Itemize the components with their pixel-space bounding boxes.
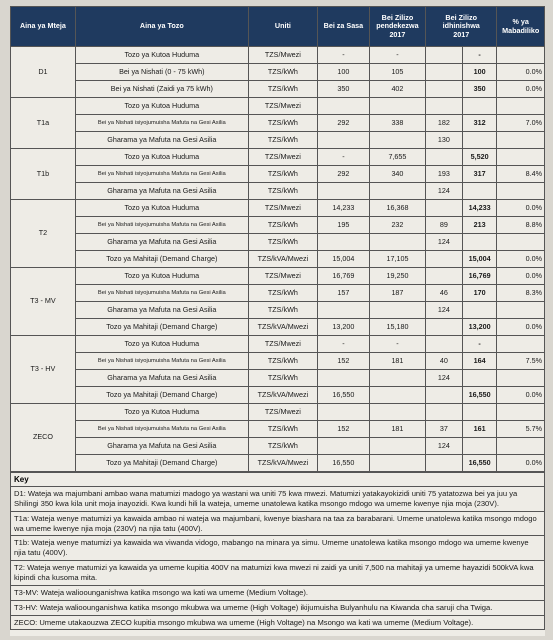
unit-cell: TZS/kWh (248, 132, 317, 149)
mabadiliko-cell: 0.0% (497, 319, 545, 336)
bei-pendekezwa-cell: 17,105 (369, 251, 425, 268)
bei-idhinishwa-total-cell: 213 (462, 217, 497, 234)
bei-idhinishwa-total-cell: 161 (462, 421, 497, 438)
bei-sasa-cell: 292 (317, 166, 369, 183)
tariff-row (11, 183, 545, 200)
mabadiliko-cell (497, 47, 545, 64)
bei-pendekezwa-cell (369, 438, 425, 455)
tariff-row (11, 47, 545, 64)
bei-idhinishwa-part-cell (426, 64, 463, 81)
category-cell: T3 - HV (11, 336, 76, 404)
tozo-cell: Gharama ya Mafuta na Gesi Asilia (75, 370, 248, 387)
bei-pendekezwa-cell: 15,180 (369, 319, 425, 336)
tariff-row (11, 302, 545, 319)
bei-idhinishwa-total-cell: 14,233 (462, 200, 497, 217)
tozo-cell: Tozo ya Mahitaji (Demand Charge) (75, 387, 248, 404)
key-item: T2: Wateja wenye matumizi ya kawaida ya umeme kupitia 400V na matumizi kwa mwezi ni zaidi ya uniti 7,500 na mahitaji ya umeme hayazidi 500kVA kwa kipindi cha kusoma mita. (11, 561, 544, 586)
bei-pendekezwa-cell (369, 404, 425, 421)
tozo-cell: Gharama ya Mafuta na Gesi Asilia (75, 183, 248, 200)
bei-pendekezwa-cell: 232 (369, 217, 425, 234)
bei-idhinishwa-total-cell (462, 98, 497, 115)
tariff-row (11, 438, 545, 455)
category-cell: T3 - MV (11, 268, 76, 336)
bei-sasa-cell (317, 183, 369, 200)
tozo-cell: Tozo ya Kutoa Huduma (75, 268, 248, 285)
unit-cell: TZS/kWh (248, 166, 317, 183)
bei-idhinishwa-total-cell (462, 132, 497, 149)
bei-pendekezwa-cell (369, 132, 425, 149)
bei-sasa-cell (317, 302, 369, 319)
mabadiliko-cell: 0.0% (497, 268, 545, 285)
key-item: D1: Wateja wa majumbani ambao wana matumizi madogo ya wastani wa uniti 75 kwa mwezi. Matumizi yatakayokizidi uniti 75 yatatozwa bei ya juu ya Shilingi 350 kwa kila unit moja inayozidi. Kwa kundi hili la wateja, umeme unatolewa katika msongo mdogo wa umeme kwenye njia moja (230V). (11, 487, 544, 512)
unit-cell: TZS/Mwezi (248, 268, 317, 285)
bei-pendekezwa-cell: 19,250 (369, 268, 425, 285)
bei-idhinishwa-part-cell (426, 319, 463, 336)
bei-idhinishwa-total-cell: 350 (462, 81, 497, 98)
bei-sasa-cell: - (317, 149, 369, 166)
tozo-cell: Tozo ya Kutoa Huduma (75, 200, 248, 217)
unit-cell: TZS/kWh (248, 234, 317, 251)
bei-pendekezwa-cell (369, 234, 425, 251)
bei-idhinishwa-total-cell: 164 (462, 353, 497, 370)
mabadiliko-cell: 8.4% (497, 166, 545, 183)
bei-idhinishwa-total-cell: - (462, 47, 497, 64)
unit-cell: TZS/kVA/Mwezi (248, 455, 317, 472)
bei-idhinishwa-total-cell (462, 183, 497, 200)
bei-idhinishwa-part-cell (426, 98, 463, 115)
bei-idhinishwa-part-cell: 37 (426, 421, 463, 438)
tozo-cell: Bei ya Nishati isiyojumuisha Mafuta na Gesi Asilia (75, 353, 248, 370)
header-aina-mteja: Aina ya Mteja (11, 7, 76, 47)
bei-pendekezwa-cell: 181 (369, 421, 425, 438)
unit-cell: TZS/kWh (248, 115, 317, 132)
key-title: Key (11, 473, 544, 487)
bei-sasa-cell: 14,233 (317, 200, 369, 217)
tariff-row (11, 404, 545, 421)
mabadiliko-cell (497, 302, 545, 319)
bei-idhinishwa-part-cell (426, 149, 463, 166)
bei-sasa-cell: 15,004 (317, 251, 369, 268)
tariff-row (11, 336, 545, 353)
bei-idhinishwa-part-cell: 130 (426, 132, 463, 149)
bei-idhinishwa-part-cell (426, 47, 463, 64)
bei-idhinishwa-total-cell (462, 370, 497, 387)
tariff-row (11, 268, 545, 285)
category-cell: ZECO (11, 404, 76, 472)
tariff-row (11, 217, 545, 234)
unit-cell: TZS/kWh (248, 217, 317, 234)
bei-sasa-cell (317, 370, 369, 387)
tozo-cell: Bei ya Nishati isiyojumuisha Mafuta na Gesi Asilia (75, 421, 248, 438)
category-cell: T2 (11, 200, 76, 268)
unit-cell: TZS/kVA/Mwezi (248, 387, 317, 404)
bei-idhinishwa-total-cell (462, 404, 497, 421)
bei-sasa-cell (317, 234, 369, 251)
tariff-row (11, 387, 545, 404)
bei-idhinishwa-part-cell: 124 (426, 302, 463, 319)
tariff-row (11, 132, 545, 149)
mabadiliko-cell: 8.3% (497, 285, 545, 302)
bei-sasa-cell: 16,550 (317, 387, 369, 404)
key-item: T1b: Wateja wenye matumizi ya kawaida wa viwanda vidogo, mabango na minara ya simu. Umeme unatolewa katika msongo mdogo wa umeme kwenye njia tatu (400V). (11, 536, 544, 561)
unit-cell: TZS/kWh (248, 285, 317, 302)
bei-idhinishwa-total-cell: - (462, 336, 497, 353)
mabadiliko-cell: 0.0% (497, 251, 545, 268)
unit-cell: TZS/Mwezi (248, 336, 317, 353)
bei-idhinishwa-total-cell: 312 (462, 115, 497, 132)
mabadiliko-cell (497, 370, 545, 387)
bei-idhinishwa-part-cell (426, 404, 463, 421)
mabadiliko-cell: 0.0% (497, 64, 545, 81)
unit-cell: TZS/kWh (248, 438, 317, 455)
bei-idhinishwa-part-cell: 124 (426, 438, 463, 455)
unit-cell: TZS/kWh (248, 421, 317, 438)
mabadiliko-cell (497, 132, 545, 149)
key-item: ZECO: Umeme utakaouzwa ZECO kupitia msongo mkubwa wa umeme (High Voltage) na Msongo wa kati wa umeme (Medium Voltage). (14, 617, 474, 627)
mabadiliko-cell (497, 98, 545, 115)
mabadiliko-cell (497, 404, 545, 421)
unit-cell: TZS/kWh (248, 353, 317, 370)
bei-sasa-cell: 157 (317, 285, 369, 302)
bei-idhinishwa-part-cell (426, 268, 463, 285)
bei-idhinishwa-total-cell: 317 (462, 166, 497, 183)
unit-cell: TZS/kWh (248, 81, 317, 98)
bei-idhinishwa-part-cell (426, 200, 463, 217)
tariff-row (11, 115, 545, 132)
bei-idhinishwa-total-cell: 16,550 (462, 387, 497, 404)
tariff-row (11, 98, 545, 115)
tariff-row (11, 421, 545, 438)
unit-cell: TZS/kVA/Mwezi (248, 251, 317, 268)
tozo-cell: Gharama ya Mafuta na Gesi Asilia (75, 132, 248, 149)
mabadiliko-cell (497, 234, 545, 251)
tariff-row (11, 370, 545, 387)
key-item: T1a: Wateja wenye matumizi ya kawaida ambao ni wateja wa majumbani, kwenye biashara na taa za barabarani. Umeme unatolewa katika msongo mdogo wa umeme kwenye njia moja (230V) na njia tatu (400V). (11, 512, 544, 537)
tozo-cell: Gharama ya Mafuta na Gesi Asilia (75, 438, 248, 455)
unit-cell: TZS/Mwezi (248, 200, 317, 217)
bei-sasa-cell: 195 (317, 217, 369, 234)
bei-pendekezwa-cell: - (369, 47, 425, 64)
tariff-row (11, 149, 545, 166)
unit-cell: TZS/kWh (248, 64, 317, 81)
bei-idhinishwa-part-cell (426, 455, 463, 472)
bei-pendekezwa-cell: 187 (369, 285, 425, 302)
mabadiliko-cell (497, 438, 545, 455)
unit-cell: TZS/Mwezi (248, 404, 317, 421)
tariff-row (11, 166, 545, 183)
bei-idhinishwa-part-cell: 89 (426, 217, 463, 234)
mabadiliko-cell: 0.0% (497, 387, 545, 404)
bei-idhinishwa-part-cell (426, 387, 463, 404)
tariff-row (11, 200, 545, 217)
unit-cell: TZS/kWh (248, 302, 317, 319)
unit-cell: TZS/kWh (248, 370, 317, 387)
tariff-body (11, 47, 545, 472)
bei-pendekezwa-cell (369, 302, 425, 319)
header-aina-tozo: Aina ya Tozo (75, 7, 248, 47)
tozo-cell: Gharama ya Mafuta na Gesi Asilia (75, 302, 248, 319)
tariff-row (11, 319, 545, 336)
tozo-cell: Tozo ya Mahitaji (Demand Charge) (75, 251, 248, 268)
tariff-row (11, 353, 545, 370)
tozo-cell: Bei ya Nishati isiyojumuisha Mafuta na Gesi Asilia (75, 217, 248, 234)
bei-idhinishwa-total-cell: 16,769 (462, 268, 497, 285)
bei-sasa-cell: 13,200 (317, 319, 369, 336)
tozo-cell: Bei ya Nishati (Zaidi ya 75 kWh) (75, 81, 248, 98)
bei-sasa-cell: 292 (317, 115, 369, 132)
bei-sasa-cell: - (317, 336, 369, 353)
tozo-cell: Tozo ya Mahitaji (Demand Charge) (75, 455, 248, 472)
bei-idhinishwa-total-cell (462, 438, 497, 455)
bei-idhinishwa-total-cell: 13,200 (462, 319, 497, 336)
bei-idhinishwa-part-cell: 193 (426, 166, 463, 183)
bei-sasa-cell (317, 404, 369, 421)
bei-pendekezwa-cell: 16,368 (369, 200, 425, 217)
bei-idhinishwa-part-cell: 124 (426, 234, 463, 251)
bei-idhinishwa-part-cell (426, 336, 463, 353)
bei-idhinishwa-part-cell: 124 (426, 183, 463, 200)
bei-sasa-cell (317, 438, 369, 455)
bei-pendekezwa-cell (369, 370, 425, 387)
unit-cell: TZS/Mwezi (248, 47, 317, 64)
header-bei-idhinishwa: Bei Zilizo idhinishwa 2017 (426, 7, 497, 47)
bei-idhinishwa-total-cell: 15,004 (462, 251, 497, 268)
category-cell: D1 (11, 47, 76, 98)
bei-sasa-cell: 152 (317, 421, 369, 438)
category-cell: T1b (11, 149, 76, 200)
bei-idhinishwa-total-cell: 5,520 (462, 149, 497, 166)
bei-pendekezwa-cell: 340 (369, 166, 425, 183)
mabadiliko-cell: 5.7% (497, 421, 545, 438)
tozo-cell: Bei ya Nishati isiyojumuisha Mafuta na Gesi Asilia (75, 285, 248, 302)
tariff-row (11, 81, 545, 98)
bei-idhinishwa-part-cell: 124 (426, 370, 463, 387)
bei-idhinishwa-part-cell: 182 (426, 115, 463, 132)
tozo-cell: Tozo ya Kutoa Huduma (75, 149, 248, 166)
bei-idhinishwa-part-cell: 46 (426, 285, 463, 302)
bei-sasa-cell: 152 (317, 353, 369, 370)
key-section (10, 472, 545, 630)
mabadiliko-cell (497, 149, 545, 166)
tozo-cell: Tozo ya Kutoa Huduma (75, 336, 248, 353)
key-items (11, 487, 544, 629)
tariff-row (11, 251, 545, 268)
header-mabadiliko: % ya Mabadiliko (497, 7, 545, 47)
mabadiliko-cell: 7.0% (497, 115, 545, 132)
tariff-row (11, 64, 545, 81)
tariff-row (11, 455, 545, 472)
bei-idhinishwa-total-cell: 16,550 (462, 455, 497, 472)
tozo-cell: Bei ya Nishati isiyojumuisha Mafuta na Gesi Asilia (75, 115, 248, 132)
bei-idhinishwa-part-cell: 40 (426, 353, 463, 370)
tariff-row (11, 285, 545, 302)
bei-pendekezwa-cell: 7,655 (369, 149, 425, 166)
unit-cell: TZS/kVA/Mwezi (248, 319, 317, 336)
unit-cell: TZS/Mwezi (248, 149, 317, 166)
header-bei-pendekezwa: Bei Zilizo pendekezwa 2017 (369, 7, 425, 47)
tozo-cell: Tozo ya Mahitaji (Demand Charge) (75, 319, 248, 336)
mabadiliko-cell (497, 336, 545, 353)
bei-pendekezwa-cell (369, 98, 425, 115)
bei-sasa-cell: 16,769 (317, 268, 369, 285)
tozo-cell: Bei ya Nishati isiyojumuisha Mafuta na Gesi Asilia (75, 166, 248, 183)
tariff-row (11, 234, 545, 251)
key-item: T3-HV: Wateja walioounganishwa katika msongo mkubwa wa umeme (High Voltage) ikijumuisha Bulyanhulu na Kiwanda cha saruji cha Twiga. (11, 601, 544, 616)
mabadiliko-cell: 0.0% (497, 200, 545, 217)
bei-idhinishwa-part-cell (426, 251, 463, 268)
unit-cell: TZS/kWh (248, 183, 317, 200)
tariff-table (10, 6, 545, 472)
bei-sasa-cell (317, 132, 369, 149)
header-uniti: Uniti (248, 7, 317, 47)
bei-pendekezwa-cell: 181 (369, 353, 425, 370)
bei-pendekezwa-cell: 338 (369, 115, 425, 132)
unit-cell: TZS/Mwezi (248, 98, 317, 115)
bei-sasa-cell: - (317, 47, 369, 64)
bei-pendekezwa-cell (369, 183, 425, 200)
mabadiliko-cell: 8.8% (497, 217, 545, 234)
tozo-cell: Gharama ya Mafuta na Gesi Asilia (75, 234, 248, 251)
tozo-cell: Bei ya Nishati (0 - 75 kWh) (75, 64, 248, 81)
mabadiliko-cell: 0.0% (497, 81, 545, 98)
key-item: T3-MV: Wateja walioounganishwa katika msongo wa kati wa umeme (Medium Voltage). (11, 586, 544, 601)
bei-sasa-cell: 350 (317, 81, 369, 98)
bei-idhinishwa-part-cell (426, 81, 463, 98)
header-bei-sasa: Bei za Sasa (317, 7, 369, 47)
bei-pendekezwa-cell: - (369, 336, 425, 353)
bei-sasa-cell: 100 (317, 64, 369, 81)
bei-pendekezwa-cell (369, 455, 425, 472)
bei-idhinishwa-total-cell: 170 (462, 285, 497, 302)
mabadiliko-cell: 0.0% (497, 455, 545, 472)
bei-sasa-cell (317, 98, 369, 115)
bei-idhinishwa-total-cell (462, 302, 497, 319)
bei-idhinishwa-total-cell (462, 234, 497, 251)
mabadiliko-cell: 7.5% (497, 353, 545, 370)
tozo-cell: Tozo ya Kutoa Huduma (75, 98, 248, 115)
bei-sasa-cell: 16,550 (317, 455, 369, 472)
bei-idhinishwa-total-cell: 100 (462, 64, 497, 81)
mabadiliko-cell (497, 183, 545, 200)
bei-pendekezwa-cell (369, 387, 425, 404)
tozo-cell: Tozo ya Kutoa Huduma (75, 404, 248, 421)
bei-pendekezwa-cell: 105 (369, 64, 425, 81)
tariff-sheet (10, 6, 545, 636)
bei-pendekezwa-cell: 402 (369, 81, 425, 98)
tozo-cell: Tozo ya Kutoa Huduma (75, 47, 248, 64)
category-cell: T1a (11, 98, 76, 149)
